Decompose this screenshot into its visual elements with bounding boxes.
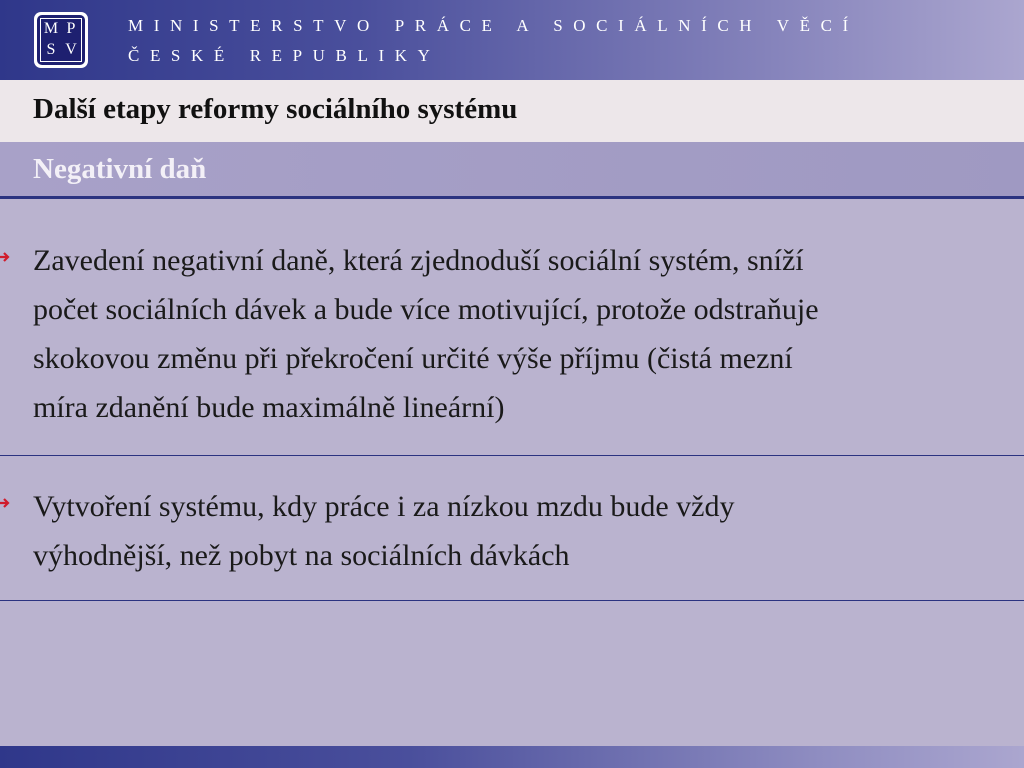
- divider-rule: [0, 455, 1024, 456]
- bullet-arrow-icon: [0, 250, 10, 264]
- logo-letter: S: [46, 41, 56, 58]
- bullet-1-line: Zavedení negativní daně, která zjednoduší sociální systém, sníží: [33, 244, 804, 277]
- section-rule-top: [0, 196, 1024, 199]
- logo-letter: M: [43, 20, 59, 37]
- bullet-1-line: míra zdanění bude maximálně lineární): [33, 391, 505, 424]
- logo-letter: V: [65, 41, 77, 58]
- subtitle-band: [0, 142, 1024, 197]
- bullet-1-line: skokovou změnu při překročení určité výše příjmu (čistá mezní: [33, 342, 793, 375]
- footer-band: [0, 746, 1024, 768]
- logo-letter: P: [66, 20, 76, 37]
- ministry-name-line1: MINISTERSTVO PRÁCE A SOCIÁLNÍCH VĚCÍ: [128, 16, 859, 35]
- bullet-2-line: Vytvoření systému, kdy práce i za nízkou mzdu bude vždy: [33, 490, 735, 523]
- bullet-arrow-icon: [0, 496, 10, 510]
- divider-rule: [0, 600, 1024, 601]
- mpsv-logo: [34, 12, 88, 68]
- ministry-name-line2: ČESKÉ REPUBLIKY: [128, 46, 441, 65]
- bullet-2-line: výhodnější, než pobyt na sociálních dávkách: [33, 539, 570, 572]
- slide-title: Další etapy reformy sociálního systému: [33, 93, 518, 125]
- slide-subtitle: Negativní daň: [33, 153, 207, 185]
- logo-frame: [37, 15, 85, 65]
- header-band: [0, 0, 1024, 80]
- logo-grid: [40, 18, 82, 62]
- bullet-1-line: počet sociálních dávek a bude více motivující, protože odstraňuje: [33, 293, 819, 326]
- bullet-2: [33, 482, 963, 580]
- title-band: [0, 80, 1024, 142]
- bullet-1: [33, 236, 963, 432]
